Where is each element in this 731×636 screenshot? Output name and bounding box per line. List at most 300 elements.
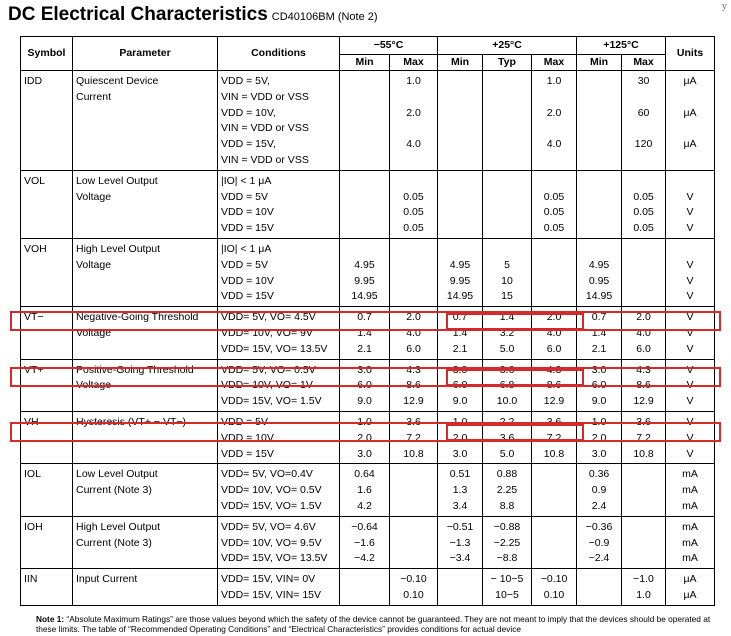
cell-p25-min-line: [441, 190, 479, 206]
header-parameter: Parameter: [73, 37, 218, 71]
cell-m55-min: [340, 170, 390, 238]
cell-p25-min-line: −0.51: [446, 520, 474, 533]
cell-p125-min-line: [580, 205, 618, 221]
cell-p125-max-line: [625, 174, 662, 190]
cell-p125-min-line: 2.0: [591, 431, 607, 444]
cell-p25-typ-line: 10: [501, 274, 513, 287]
header-min: Min: [340, 55, 390, 71]
cell-units-line: V: [686, 311, 694, 324]
cell-p25-min: [438, 569, 483, 606]
cell-conditions-line: VDD= 5V, VO= 0.5V: [221, 363, 316, 376]
cell-m55-max-line: 2.0: [406, 311, 421, 324]
cell-units-line: mA: [682, 536, 698, 549]
cell-units-line: V: [686, 290, 694, 303]
cell-p25-typ: [483, 516, 532, 568]
footnote-label: Note 1:: [36, 614, 65, 624]
table-row: [21, 307, 715, 359]
cell-p125-max-line: 4.0: [636, 326, 651, 339]
cell-parameter-line: High Level Output: [76, 520, 161, 533]
cell-conditions-line: VDD = 15V: [221, 222, 274, 235]
cell-units-line: V: [686, 222, 694, 235]
cell-p125-max-line: [625, 90, 662, 106]
cell-conditions-line: VDD= 10V, VO= 9V: [221, 326, 313, 339]
cell-conditions-line: VDD= 15V, VIN= 15V: [221, 588, 322, 601]
cell-m55-max-line: [393, 90, 434, 106]
cell-p25-min-line: −1.3: [449, 536, 471, 549]
table-row: [21, 71, 715, 171]
cell-p25-max-line: [535, 551, 573, 567]
cell-p125-max: [622, 516, 666, 568]
cell-p25-min: [438, 464, 483, 516]
cell-units-line: V: [686, 258, 694, 271]
cell-p125-min-line: [580, 588, 618, 604]
cell-p125-min-line: 0.7: [591, 311, 607, 324]
cell-p25-typ-line: 15: [501, 290, 513, 303]
cell-p25-min-line: 14.95: [446, 290, 474, 303]
cell-conditions: [218, 170, 340, 238]
cell-p25-max: [532, 170, 577, 238]
cell-parameter-line: Voltage: [76, 326, 112, 339]
cell-p25-typ-line: −8.8: [496, 552, 518, 565]
cell-m55-min-line: 4.95: [354, 258, 375, 271]
cell-parameter-line: Current: [76, 90, 112, 103]
cell-p25-min-line: [441, 588, 479, 604]
cell-p125-max: [622, 238, 666, 306]
cell-parameter-line: Input Current: [76, 573, 138, 586]
cell-p125-max-line: 7.2: [636, 431, 651, 444]
cell-m55-min-line: −1.6: [354, 536, 375, 549]
cell-p125-min-line: 0.36: [588, 468, 610, 481]
cell-parameter: [73, 411, 218, 463]
cell-p25-max-line: 6.0: [546, 342, 562, 355]
cell-units-line: mA: [682, 468, 698, 481]
cell-conditions-line: VDD = 15V: [221, 447, 274, 460]
cell-m55-max-line: [393, 520, 434, 536]
cell-p25-typ-line: 5: [504, 258, 510, 271]
cell-p125-min-line: [580, 221, 618, 237]
cell-p125-max-line: [625, 121, 662, 137]
cell-units: [666, 411, 715, 463]
cell-p125-max-line: 12.9: [633, 395, 654, 408]
cell-symbol: VT+: [21, 359, 73, 411]
cell-p125-max: [622, 170, 666, 238]
cell-p25-typ-line: 3.6: [499, 431, 515, 444]
cell-p25-min: [438, 170, 483, 238]
cell-p125-max-line: [625, 242, 662, 258]
cell-p25-min-line: [441, 205, 479, 221]
cell-p125-max-line: 1.0: [636, 588, 651, 601]
cell-m55-min-line: [343, 90, 386, 106]
cell-p125-min-line: 2.1: [591, 342, 607, 355]
cell-parameter-line: Voltage: [76, 258, 112, 271]
cell-conditions: [218, 569, 340, 606]
cell-m55-min-line: [343, 588, 386, 604]
cell-m55-min-line: 2.1: [357, 342, 372, 355]
cell-p125-min-line: −2.4: [588, 552, 610, 565]
cell-p25-typ-line: [486, 121, 528, 137]
cell-m55-max-line: 0.05: [403, 190, 424, 203]
table-row: [21, 359, 715, 411]
cell-p25-min-line: 3.4: [452, 499, 468, 512]
cell-symbol: IDD: [21, 71, 73, 171]
cell-conditions-line: VDD= 10V, VO= 0.5V: [221, 484, 322, 497]
cell-m55-max: [390, 464, 438, 516]
cell-p25-min-line: 9.0: [452, 395, 468, 408]
cell-p125-max-line: 60: [637, 106, 650, 119]
cell-conditions: [218, 238, 340, 306]
cell-p125-min-line: [580, 121, 618, 137]
cell-p25-typ-line: 5.0: [499, 342, 515, 355]
cell-p25-typ: [483, 411, 532, 463]
cell-m55-max-line: [393, 153, 434, 169]
cell-parameter-line: Current (Note 3): [76, 484, 152, 497]
cell-m55-max-line: 4.0: [406, 138, 421, 151]
cell-conditions-line: VDD = 10V,: [221, 106, 276, 119]
cell-p125-max-line: [625, 153, 662, 169]
cell-parameter-line: High Level Output: [76, 242, 161, 255]
cell-conditions: [218, 516, 340, 568]
cell-m55-min-line: [343, 242, 386, 258]
cell-m55-min: [340, 411, 390, 463]
cell-p125-max-line: [625, 289, 662, 305]
cell-units-line: [669, 242, 711, 258]
cell-m55-max-line: 6.0: [406, 342, 421, 355]
cell-m55-max-line: −0.10: [400, 573, 427, 586]
cell-p125-max-line: 3.6: [636, 415, 651, 428]
cell-units-line: V: [686, 274, 694, 287]
footnote: [36, 614, 726, 634]
header-max: Max: [532, 55, 577, 71]
cell-m55-min-line: 4.2: [357, 499, 372, 512]
cell-p25-min-line: [441, 572, 479, 588]
cell-p125-min: [577, 411, 622, 463]
cell-parameter: [73, 516, 218, 568]
table-row: [21, 238, 715, 306]
cell-units-line: mA: [682, 520, 698, 533]
cell-conditions-line: VDD= 15V, VO= 1.5V: [221, 395, 322, 408]
cell-parameter-line: Voltage: [76, 379, 112, 392]
cell-units: [666, 359, 715, 411]
cell-m55-min-line: 1.4: [357, 326, 372, 339]
cell-p125-min-line: 4.95: [588, 258, 610, 271]
cell-m55-max-line: [393, 289, 434, 305]
cell-conditions-line: VDD = 5V: [221, 258, 268, 271]
cell-m55-min-line: 0.7: [357, 311, 372, 324]
cell-p25-max-line: 8.6: [546, 379, 562, 392]
cell-units-line: V: [686, 431, 694, 444]
cell-p125-max-line: [625, 258, 662, 274]
cell-units-line: V: [686, 447, 694, 460]
cell-p25-typ-line: 1.4: [499, 311, 515, 324]
cell-units-line: mA: [682, 484, 698, 497]
cell-m55-max-line: 12.9: [403, 395, 424, 408]
cell-m55-min-line: 14.95: [351, 290, 378, 303]
table-body: [21, 71, 715, 606]
cell-units-line: [669, 174, 711, 190]
cell-m55-min: [340, 307, 390, 359]
cell-m55-min: [340, 569, 390, 606]
cell-p25-min-line: [441, 121, 479, 137]
cell-p25-max-line: 4.0: [546, 138, 562, 151]
cell-units-line: V: [686, 363, 694, 376]
cell-p25-max: [532, 238, 577, 306]
cell-units-line: V: [686, 342, 694, 355]
cell-units: [666, 307, 715, 359]
cell-p25-typ-line: [486, 242, 528, 258]
cell-p25-typ-line: [486, 90, 528, 106]
cell-parameter: [73, 238, 218, 306]
cell-units-line: μA: [683, 75, 697, 87]
cell-conditions-line: VDD = 10V: [221, 274, 274, 287]
dc-characteristics-table: [20, 36, 715, 606]
title-text: DC Electrical Characteristics: [8, 4, 268, 25]
cell-p25-typ: [483, 307, 532, 359]
cell-parameter: [73, 359, 218, 411]
page-title: [8, 4, 378, 26]
cell-p125-min: [577, 569, 622, 606]
cell-p125-min-line: [580, 174, 618, 190]
cell-p25-max: [532, 569, 577, 606]
cell-conditions-line: VDD = 15V,: [221, 138, 276, 151]
cell-m55-max-line: 10.8: [403, 447, 424, 460]
cell-conditions-line: VDD = 15V: [221, 290, 274, 303]
cell-m55-min-line: [343, 221, 386, 237]
cell-p125-max-line: [625, 499, 662, 515]
cell-parameter-line: Negative-Going Threshold: [76, 311, 199, 324]
cell-units-line: V: [686, 206, 694, 219]
cell-m55-min: [340, 359, 390, 411]
cell-p25-max-line: 4.3: [546, 363, 562, 376]
cell-units-line: mA: [682, 499, 698, 512]
cell-conditions-line: VIN = VDD or VSS: [221, 153, 309, 166]
cell-conditions-line: VDD= 10V, VO= 9.5V: [221, 536, 322, 549]
cell-p25-typ-line: [486, 221, 528, 237]
cell-units-line: mA: [682, 552, 698, 565]
cell-p125-min-line: 1.0: [591, 415, 607, 428]
cell-p25-max-line: [535, 242, 573, 258]
cell-p125-min: [577, 516, 622, 568]
cell-m55-max-line: 4.0: [406, 326, 421, 339]
cell-conditions: [218, 411, 340, 463]
cell-p125-max-line: 0.05: [633, 222, 654, 235]
cell-p25-min-line: 9.95: [449, 274, 471, 287]
cell-units-line: V: [686, 190, 694, 203]
cell-conditions-line: VIN = VDD or VSS: [221, 90, 309, 103]
cell-p25-typ-line: 3.6: [499, 363, 515, 376]
cell-p125-max-line: 2.0: [636, 311, 651, 324]
cell-parameter: [73, 307, 218, 359]
cell-p125-max-line: 120: [634, 138, 653, 151]
cell-p25-typ-line: 8.8: [499, 499, 515, 512]
cell-conditions-line: VDD= 10V, VO= 1V: [221, 379, 313, 392]
cell-units-line: μA: [683, 573, 697, 586]
cell-units: [666, 569, 715, 606]
cell-p125-min-line: [580, 106, 618, 122]
cell-m55-max-line: [393, 467, 434, 483]
cell-p25-max-line: [535, 499, 573, 515]
cell-m55-max-line: 3.6: [406, 415, 421, 428]
cell-p125-min-line: −0.9: [588, 536, 610, 549]
header-temp-125: +125°C: [577, 37, 666, 55]
cell-p25-typ-line: [486, 153, 528, 169]
cell-units: [666, 170, 715, 238]
cell-units: [666, 516, 715, 568]
cell-p125-max-line: 0.05: [633, 206, 654, 219]
cell-conditions: [218, 359, 340, 411]
cell-p25-typ-line: 0.88: [496, 468, 518, 481]
cell-parameter-line: Low Level Output: [76, 468, 158, 481]
cell-p25-min-line: −3.4: [449, 552, 471, 565]
cell-p25-max-line: [535, 153, 573, 169]
cell-p25-min-line: 2.1: [452, 342, 468, 355]
cell-units-line: [669, 90, 711, 106]
cell-p25-typ: [483, 170, 532, 238]
cell-p25-max-line: [535, 174, 573, 190]
cell-m55-max: [390, 238, 438, 306]
cell-units-line: V: [686, 326, 694, 339]
cell-m55-max: [390, 170, 438, 238]
cell-conditions-line: |IO| < 1 μA: [221, 174, 272, 187]
cell-p25-min-line: [441, 137, 479, 153]
cell-units-line: [669, 153, 711, 169]
cell-p125-min: [577, 307, 622, 359]
cell-m55-min: [340, 516, 390, 568]
cell-p25-min-line: [441, 74, 479, 90]
cell-symbol: VOH: [21, 238, 73, 306]
cell-p25-min-line: 6.0: [452, 379, 468, 392]
cell-m55-min-line: 0.64: [354, 468, 375, 481]
cell-m55-max-line: 2.0: [406, 106, 421, 119]
cell-units-line: μA: [683, 106, 697, 119]
cell-m55-min-line: [343, 121, 386, 137]
header-max: Max: [390, 55, 438, 71]
title-subtitle: CD40106BM (Note 2): [271, 11, 378, 23]
cell-m55-max: [390, 71, 438, 171]
cell-p125-min-line: 0.95: [588, 274, 610, 287]
cell-p25-min-line: [441, 174, 479, 190]
cell-p25-typ: [483, 71, 532, 171]
cell-p25-min-line: 4.95: [449, 258, 471, 271]
cell-p125-min-line: 14.95: [585, 290, 613, 303]
cell-p25-min: [438, 238, 483, 306]
cell-m55-min-line: 3.0: [357, 363, 372, 376]
cell-p125-max: [622, 464, 666, 516]
cell-m55-max: [390, 411, 438, 463]
cell-p25-min-line: 2.0: [452, 431, 468, 444]
cell-p25-min-line: 3.0: [452, 363, 468, 376]
cell-p125-min-line: 1.4: [591, 326, 607, 339]
cell-p25-min-line: 0.7: [452, 311, 468, 324]
cell-m55-max: [390, 307, 438, 359]
cell-conditions: [218, 71, 340, 171]
cell-p125-max-line: [625, 536, 662, 552]
cell-conditions-line: VDD= 15V, VO= 13.5V: [221, 342, 328, 355]
cell-conditions-line: |IO| < 1 μA: [221, 242, 272, 255]
cell-conditions-line: VDD = 5V: [221, 415, 268, 428]
header-symbol: Symbol: [21, 37, 73, 71]
cell-p25-min: [438, 359, 483, 411]
cell-parameter-line: Quiescent Device: [76, 75, 159, 87]
cell-conditions-line: VDD= 15V, VIN= 0V: [221, 573, 316, 586]
cell-m55-max-line: 4.3: [406, 363, 421, 376]
cell-p25-min-line: [441, 221, 479, 237]
cell-p125-min-line: 6.0: [591, 379, 607, 392]
header-min: Min: [438, 55, 483, 71]
cell-m55-max-line: 0.05: [403, 206, 424, 219]
cell-p125-min-line: [580, 74, 618, 90]
cell-conditions: [218, 307, 340, 359]
cell-p25-typ-line: [486, 190, 528, 206]
cell-symbol: IIN: [21, 569, 73, 606]
cell-p25-max-line: 0.05: [543, 222, 565, 235]
cell-p125-min-line: −0.36: [585, 520, 613, 533]
header-units: Units: [666, 37, 715, 71]
cell-m55-max-line: 7.2: [406, 431, 421, 444]
cell-p125-min-line: [580, 153, 618, 169]
header-conditions: Conditions: [218, 37, 340, 71]
cell-p25-min: [438, 307, 483, 359]
cell-p125-min-line: [580, 190, 618, 206]
cell-p125-max-line: −1.0: [633, 573, 654, 586]
cell-m55-min-line: 3.0: [357, 447, 372, 460]
cell-p25-typ-line: 10−5: [495, 588, 519, 601]
cell-p125-max-line: 10.8: [633, 447, 654, 460]
cell-p125-max-line: 0.05: [633, 190, 654, 203]
cell-conditions-line: VDD = 10V: [221, 431, 274, 444]
header-temp-m55: −55°C: [340, 37, 438, 55]
cell-m55-min-line: 9.95: [354, 274, 375, 287]
cell-p25-max-line: [535, 536, 573, 552]
cell-p125-max: [622, 569, 666, 606]
cell-m55-min: [340, 238, 390, 306]
cell-m55-min-line: 2.0: [357, 431, 372, 444]
cell-p125-min: [577, 71, 622, 171]
cell-units-line: μA: [683, 138, 697, 151]
cell-symbol: VOL: [21, 170, 73, 238]
cell-parameter: [73, 170, 218, 238]
cell-units-line: V: [686, 395, 694, 408]
cell-parameter-line: [76, 588, 214, 604]
cell-m55-min-line: [343, 137, 386, 153]
cell-parameter-line: Current (Note 3): [76, 536, 152, 549]
cell-m55-min-line: 1.6: [357, 484, 372, 497]
cell-p25-typ-line: 10.0: [496, 395, 518, 408]
cell-p125-min: [577, 170, 622, 238]
cell-m55-max-line: [393, 274, 434, 290]
cell-p25-max-line: [535, 289, 573, 305]
cell-m55-min-line: [343, 174, 386, 190]
table-row: [21, 411, 715, 463]
cell-p25-typ-line: [486, 74, 528, 90]
cell-m55-max-line: [393, 483, 434, 499]
cell-conditions-line: VDD= 15V, VO= 1.5V: [221, 499, 322, 512]
cell-symbol: IOH: [21, 516, 73, 568]
cell-p125-min: [577, 238, 622, 306]
cell-p125-min-line: [580, 572, 618, 588]
cell-p25-typ-line: 2.2: [499, 415, 515, 428]
cell-p25-max-line: [535, 483, 573, 499]
cell-p25-max-line: [535, 121, 573, 137]
cell-m55-max: [390, 569, 438, 606]
cell-p25-min-line: [441, 242, 479, 258]
cell-p25-max-line: [535, 467, 573, 483]
cell-units-line: V: [686, 379, 694, 392]
margin-mark: y: [721, 2, 727, 12]
cell-p25-typ: [483, 238, 532, 306]
cell-p25-max-line: −0.10: [540, 573, 568, 586]
cell-m55-min-line: 9.0: [357, 395, 372, 408]
cell-p125-min-line: [580, 90, 618, 106]
